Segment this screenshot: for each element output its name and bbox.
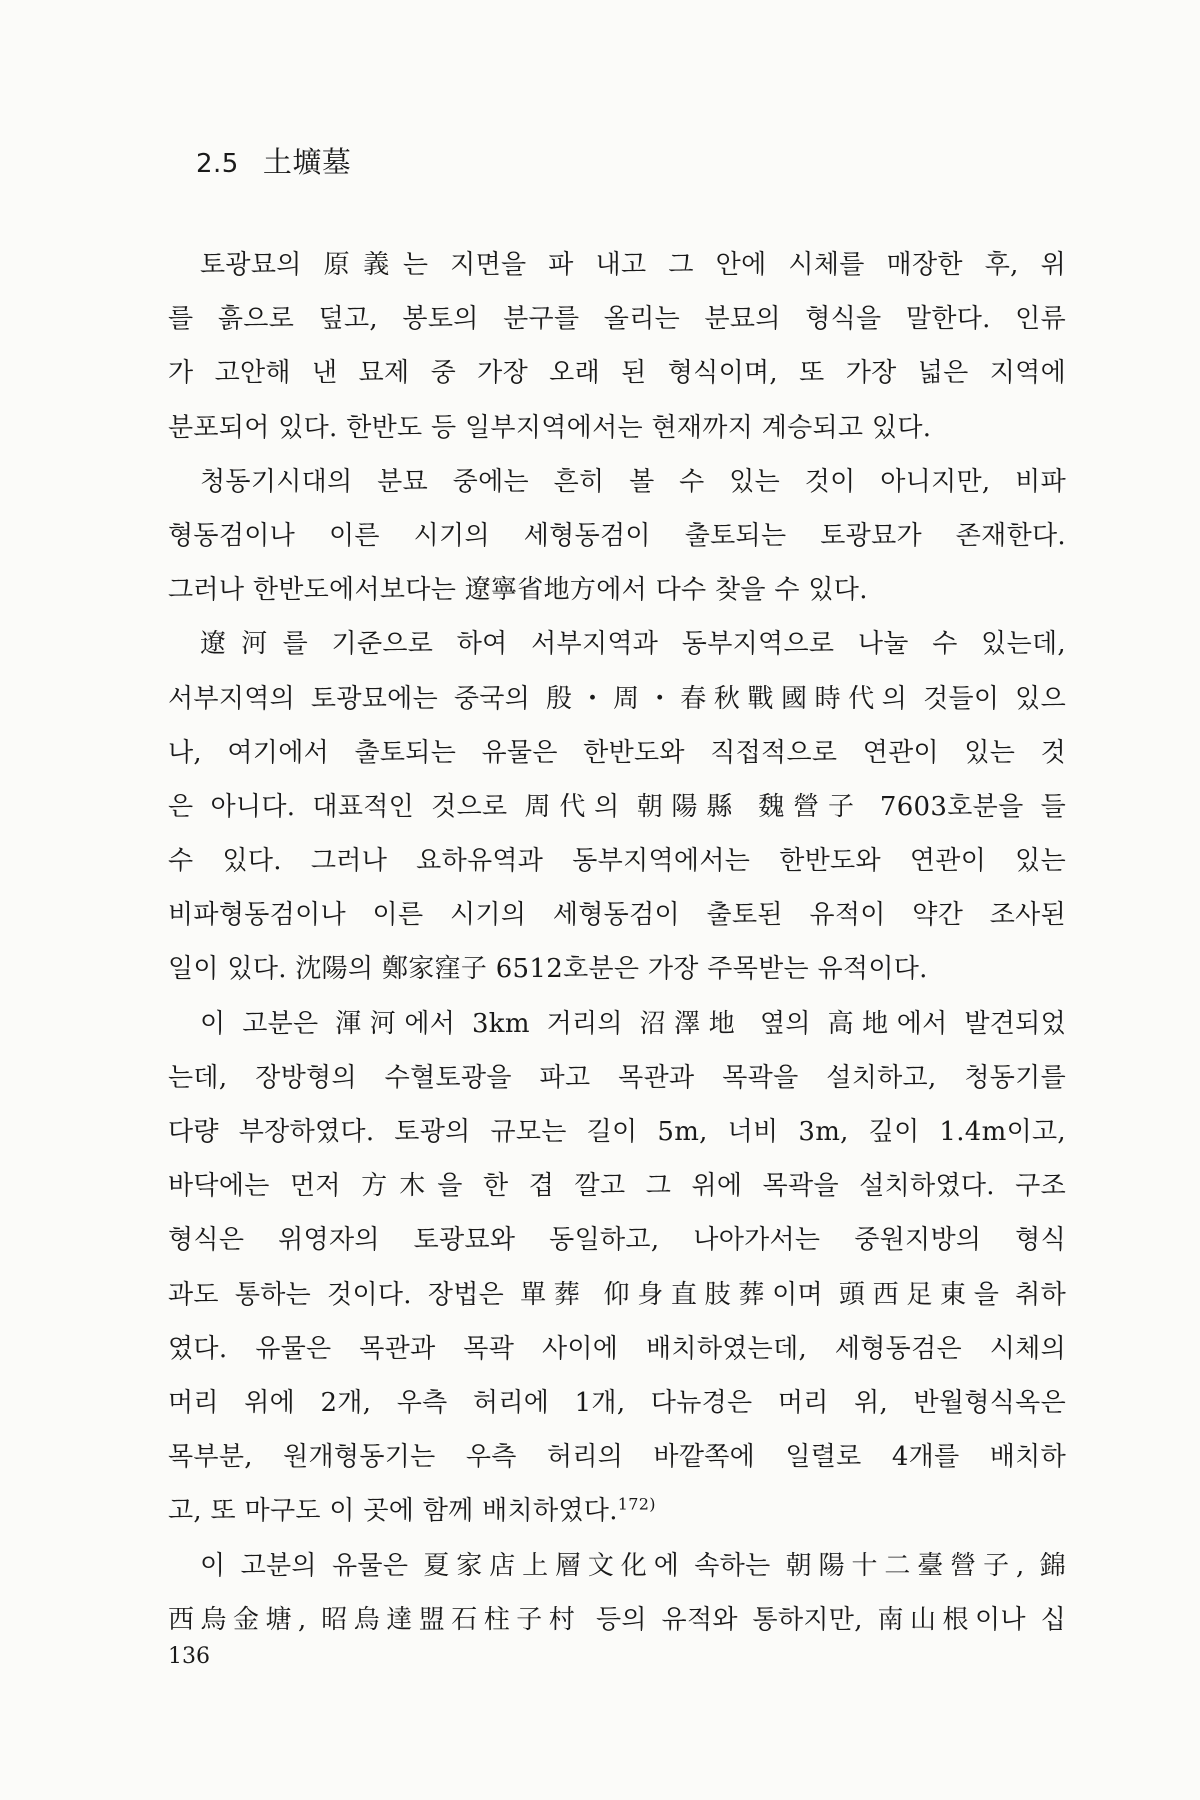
text-line [168, 292, 1066, 346]
line-text: 일이 있다. 沈陽의 鄭家窪子 6512호분은 가장 주목받는 유적이다. [168, 954, 928, 985]
text-line [168, 346, 1066, 400]
line-text: 은 아니다. 대표적인 것으로 周代의 朝陽縣 魏營子 7603호분을 들 [168, 791, 1066, 822]
line-text: 는데, 장방형의 수혈토광을 파고 목관과 목곽을 설치하고, 청동기를 [168, 1062, 1066, 1093]
page-number: 136 [168, 1644, 210, 1669]
line-text: 형동검이나 이른 시기의 세형동검이 출토되는 토광묘가 존재한다. [168, 520, 1066, 551]
text-line [168, 888, 1066, 942]
line-text: 고, 또 마구도 이 곳에 함께 배치하였다. [168, 1496, 618, 1527]
text-line [168, 1213, 1066, 1267]
text-line [168, 834, 1066, 888]
line-text: 목부분, 원개형동기는 우측 허리의 바깥쪽에 일렬로 4개를 배치하 [168, 1442, 1066, 1473]
line-text: 遼河를 기준으로 하여 서부지역과 동부지역으로 나눌 수 있는데, [200, 629, 1066, 660]
text-line [168, 238, 1066, 292]
text-line [168, 1593, 1066, 1647]
text-line [168, 1539, 1066, 1593]
body-text [168, 238, 1066, 1647]
text-line [168, 509, 1066, 563]
line-text: 청동기시대의 분묘 중에는 흔히 볼 수 있는 것이 아니지만, 비파 [200, 466, 1066, 497]
text-line [168, 942, 1066, 996]
line-text: 비파형동검이나 이른 시기의 세형동검이 출토된 유적이 약간 조사된 [168, 900, 1066, 931]
line-text: 분포되어 있다. 한반도 등 일부지역에서는 현재까지 계승되고 있다. [168, 412, 932, 443]
line-text: 다량 부장하였다. 토광의 규모는 길이 5m, 너비 3m, 깊이 1.4m이고, [168, 1117, 1066, 1147]
line-text: 바닥에는 먼저 方木을 한 겹 깔고 그 위에 목곽을 설치하였다. 구조 [168, 1171, 1066, 1202]
line-text: 이 고분은 渾河에서 3km 거리의 沼澤地 옆의 高地에서 발견되었 [200, 1008, 1066, 1039]
section-title: 土壙墓 [262, 145, 352, 179]
section-heading [196, 140, 351, 181]
line-text: 과도 통하는 것이다. 장법은 單葬 仰身直肢葬이며 頭西足東을 취하 [168, 1279, 1066, 1310]
text-line [168, 1105, 1066, 1159]
text-line [168, 1430, 1066, 1484]
text-line [168, 672, 1066, 726]
line-text: 였다. 유물은 목관과 목곽 사이에 배치하였는데, 세형동검은 시체의 [168, 1333, 1066, 1364]
text-line [168, 1268, 1066, 1322]
text-line [168, 563, 1066, 617]
line-text: 서부지역의 토광묘에는 중국의 殷・周・春秋戰國時代의 것들이 있으 [168, 683, 1066, 714]
line-text: 를 흙으로 덮고, 봉토의 분구를 올리는 분묘의 형식을 말한다. 인류 [168, 304, 1066, 335]
line-text: 머리 위에 2개, 우측 허리에 1개, 다뉴경은 머리 위, 반월형식옥은 [168, 1387, 1066, 1418]
line-text: 수 있다. 그러나 요하유역과 동부지역에서는 한반도와 연관이 있는 [168, 846, 1066, 877]
text-line [168, 1376, 1066, 1430]
text-line [168, 1051, 1066, 1105]
text-line [168, 997, 1066, 1051]
line-text: 토광묘의 原義는 지면을 파 내고 그 안에 시체를 매장한 후, 위 [200, 250, 1066, 280]
line-text: 형식은 위영자의 토광묘와 동일하고, 나아가서는 중원지방의 형식 [168, 1225, 1066, 1256]
text-line [168, 780, 1066, 834]
text-line [168, 1484, 1066, 1538]
text-line [168, 401, 1066, 455]
text-line [168, 1322, 1066, 1376]
text-line [168, 455, 1066, 509]
line-text: 가 고안해 낸 묘제 중 가장 오래 된 형식이며, 또 가장 넓은 지역에 [168, 358, 1066, 389]
text-line [168, 617, 1066, 671]
text-line [168, 726, 1066, 780]
text-line [168, 1159, 1066, 1213]
section-number: 2.5 [196, 149, 239, 179]
line-text: 西烏金塘, 昭烏達盟石柱子村 등의 유적와 통하지만, 南山根이나 십 [168, 1604, 1066, 1635]
line-text: 그러나 한반도에서보다는 遼寧省地方에서 다수 찾을 수 있다. [168, 575, 868, 606]
footnote-reference: 172) [617, 1494, 656, 1514]
line-text: 이 고분의 유물은 夏家店上層文化에 속하는 朝陽十二臺營子, 錦 [200, 1550, 1066, 1581]
line-text: 나, 여기에서 출토되는 유물은 한반도와 직접적으로 연관이 있는 것 [168, 737, 1066, 768]
